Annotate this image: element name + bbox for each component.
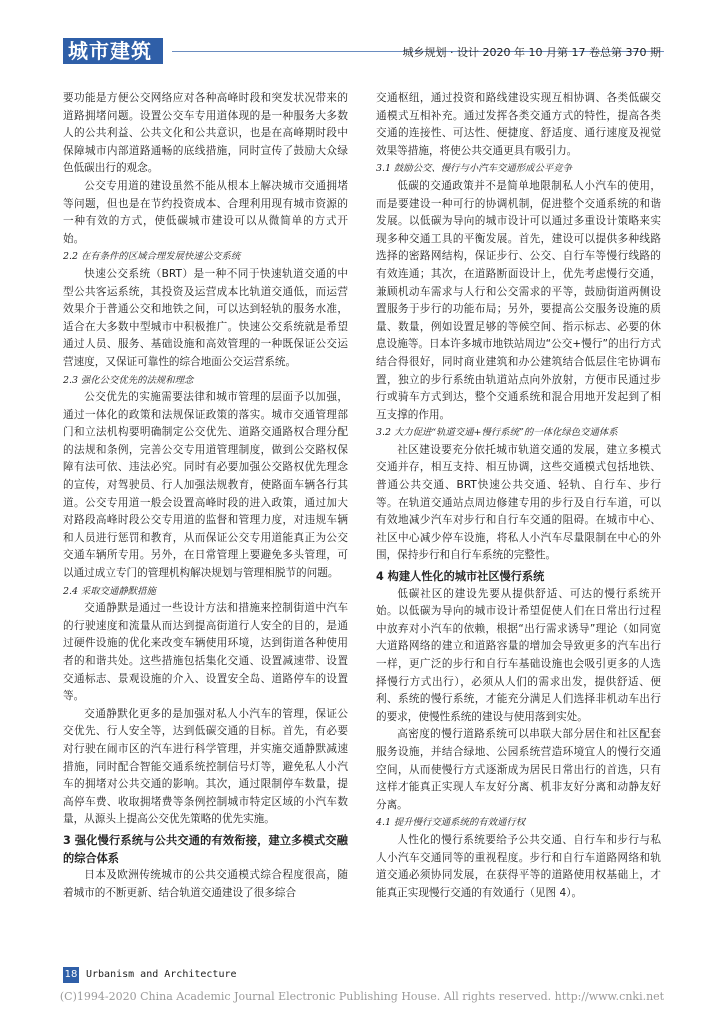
paragraph: 高密度的慢行道路系统可以串联大部分居住和社区配套服务设施，并结合绿地、公园系统营造环境宜人的慢行交通空间，从而使慢行方式逐渐成为居民日常出行的首选，只有这样才能真正实现人车友好分离、机非友好分离和动静友好分离。 (376, 728, 661, 811)
paragraph: 交通静默是通过一些设计方法和措施来控制街道中汽车的行驶速度和流量从而达到提高街道行人安全的目的，是通过硬件设施的优化来改变车辆使用环境，达到街道各种使用者的和谐共处。这些措施包括集化交通、设置减速带、设置交通标志、景观设施的介入、设置安全岛、道路停车的设置等。 (63, 602, 348, 703)
paragraph: 低碳社区的建设先要从提供舒适、可达的慢行系统开始。以低碳为导向的城市设计希望促使人们在日常出行过程中放弃对小汽车的依赖，根据“出行需求诱导”理论（如同宽大道路网络的建立和道路容量的增加会导致更多的汽车出行一样，更广泛的步行和自行车基础设施也会吸引更多的人选择慢行方式出行），必须从人们的需求出发，提供舒适、便利、系统的慢行系统，才能充分满足人们选择非机动车出行的要求，使慢性系统的建设与使用落到实处。 (376, 587, 661, 723)
copyright-watermark: (C)1994-2020 China Academic Journal Electronic Publishing House. All rights reserved. http://www.cnki.net (59, 990, 665, 1003)
paragraph: 公交优先的实施需要法律和城市管理的层面予以加强，通过一体化的政策和法规保证政策的落实。城市交通管理部门和立法机构要明确制定公交优先、道路交通路权合理分配的法规和条例，完善公交专用道管理制度，做到公交路权保障有法可依、违法必究。同时有必要加强公交路权优先理念的宣传，对驾驶员、行人加强法规教育，使路面车辆各行其道。公交专用道一般会设置高峰时段的进入政策，通过加大对路段高峰时段公交专用道的监督和管理力度，对违规车辆和人员进行惩罚和教育，从而保证公交专用道能真正为公交交通车辆所专用。另外，在日常管理上要避免多头管理，可以通过成立专门的管理机构解决规划与管理相脱节的问题。 (63, 391, 348, 580)
paragraph: 社区建设要充分依托城市轨道交通的发展，建立多模式交通并存，相互支持、相互协调，这些交通模式包括地铁、普通公共交通、BRT快速公共交通、轻轨、自行车、步行等。在轨道交通站点周边修建专用的步行及自行车道，可以有效地减少汽车对步行和自行车交通的阻碍。在城市中心、社区中心减少停车设施，将私人小汽车尽量限制在中心的外围，保持步行和自行车系统的完整性。 (376, 443, 661, 562)
paragraph: 日本及欧洲传统城市的公共交通模式综合程度很高，随着城市的不断更新、结合轨道交通建设了很多综合 (63, 869, 348, 899)
journal-logo: 城市建筑 (68, 39, 152, 63)
section-heading: 2.2 在有条件的区域合理发展快速公交系统 (63, 251, 241, 263)
journal-name: Urbanism and Architecture (86, 969, 237, 980)
chapter-heading: 3 强化慢行系统与公共交通的有效衔接，建立多模式交融的综合体系 (63, 833, 348, 865)
section-heading: 2.3 强化公交优先的法规和理念 (63, 374, 194, 386)
left-column (63, 90, 348, 902)
section-heading: 2.4 采取交通静默措施 (63, 585, 156, 597)
section-heading: 3.1 鼓励公交、慢行与小汽车交通形成公平竞争 (376, 163, 573, 175)
paragraph: 快速公交系统（BRT）是一种不同于快速轨道交通的中型公共客运系统，其投资及运营成本比轨道交通低，而运营效果介于普通公交和地铁之间，可以达到轻轨的服务水准，适合在大多数中型城市中积极推广。快速公交系统就是希望通过人员、服务、基础设施和高效管理的一种既保证公交运营速度，又保证可靠性的综合地面公交运营系统。 (63, 267, 348, 368)
chapter-heading: 4 构建人性化的城市社区慢行系统 (376, 570, 545, 584)
paragraph: 交通静默化更多的是加强对私人小汽车的管理，保证公交优先、行人安全等，达到低碳交通的目标。首先，有必要对行驶在闹市区的汽车进行科学管理，并实施交通静默减速措施，同时配合智能交通系统控制信号灯等，避免私人小汽车的拥堵对公共交通的影响。其次，通过限制停车数量，提高停车费、收取拥堵费等条例控制城市特定区域的小汽车数量，从源头上提高公交优先策略的优先实施。 (63, 707, 348, 826)
section-heading: 4.1 提升慢行交通系统的有效通行权 (376, 817, 526, 829)
page-number: 18 (64, 969, 78, 980)
paragraph: 公交专用道的建设虽然不能从根本上解决城市交通拥堵等问题，但也是在节约投资成本、合理利用现有城市资源的一种有效的方式，使低碳城市建设可以从微简单的方式开始。 (63, 179, 348, 245)
paragraph: 低碳的交通政策并不是简单地限制私人小汽车的使用，而是要建设一种可行的协调机制，促进整个交通系统的和谐发展。以低碳为导向的城市设计可以通过多重设计策略来实现多种交通工具的平衡发展。首先，建设可以提供多种线路选择的密路网结构，保证步行、公交、自行车等慢行线路的有效连通；其次，在道路断面设计上，优先考虑慢行交通，兼顾机动车需求与人行和公交需求的平等，鼓励街道两侧设置服务于步行的功能布局；另外，要提高公交服务设施的质量、数量，例如设置足够的等候空间、指示标志、必要的休息设施等。日本许多城市地铁站周边“公交+慢行”的出行方式结合得很好，同时商业建筑和办公建筑结合低层住宅协调布置，独立的步行系统由轨道站点向外放射，方便市民通过步行或骑车方式到达，整个交通系统和混合用地开发起到了相互支撑的作用。 (376, 179, 661, 421)
paragraph: 人性化的慢行系统要给予公共交通、自行车和步行与私人小汽车交通同等的重视程度。步行和自行车道路网络和轨道交通必须协同发展，在获得平等的道路使用权基础上，才能真正实现慢行交通的有效通行（见图 4）。 (376, 833, 661, 899)
paragraph: 要功能是方便公交网络应对各种高峰时段和突发状况带来的道路拥堵问题。设置公交车专用道体现的是一种服务大多数人的公共利益、公共文化和公共意识，也是在高峰期时段中保障城市内部道路通畅的底线措施，同时宣传了鼓励大众绿色低碳出行的观念。 (63, 92, 348, 175)
paragraph: 交通枢纽，通过投资和路线建设实现互相协调、各类低碳交通模式互相补充。通过发挥各类交通方式的特性，提高各类交通的连接性、可达性、便捷度、舒适度、通行速度及视觉效果等措施，将使公共交通更具有吸引力。 (376, 92, 661, 157)
right-column (376, 90, 661, 902)
section-heading: 3.2 大力促进“轨道交通+慢行系统”的一体化绿色交通体系 (376, 427, 618, 439)
journal-info: 城乡规划 · 设计 2020 年 10 月第 17 卷总第 370 期 (402, 46, 661, 59)
